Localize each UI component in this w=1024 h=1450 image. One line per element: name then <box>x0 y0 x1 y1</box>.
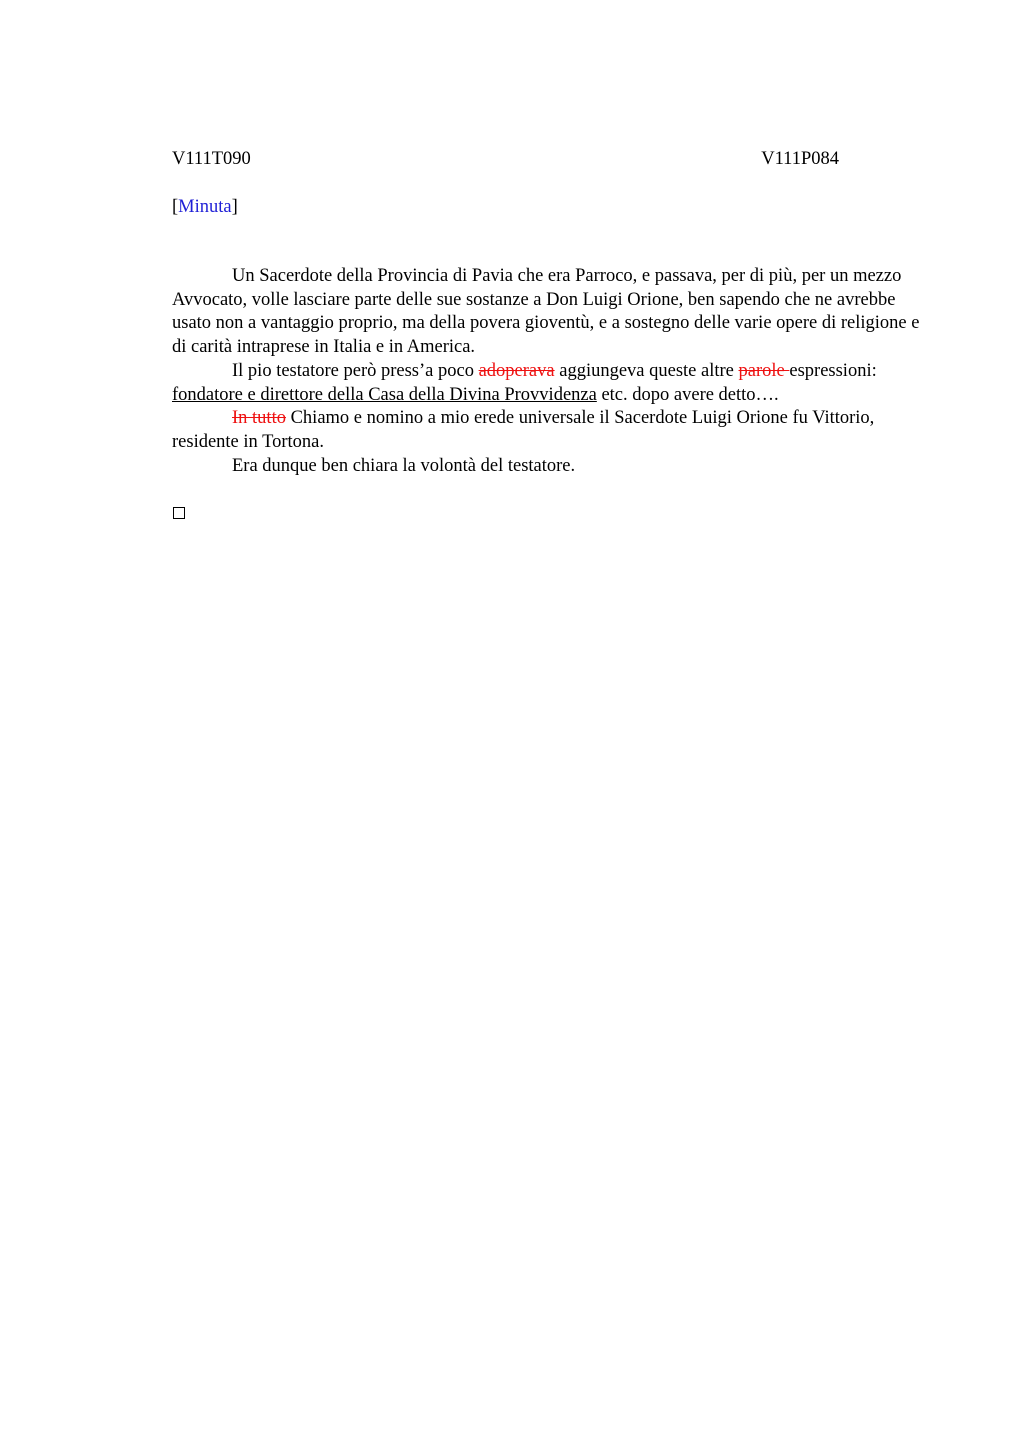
paragraph-3-text: Chiamo e nomino a mio erede universale il Sacerdote Luigi Orione fu Vittorio, residente in Tortona. <box>172 408 875 452</box>
deleted-word-adoperava: adoperava <box>478 360 555 381</box>
document-header <box>172 147 839 171</box>
label-minuta: Minuta <box>178 197 232 217</box>
paragraph-2-text-a: Il pio testatore però press’a poco <box>232 360 479 381</box>
paragraph-2-text-b: aggiungeva queste altre <box>554 360 739 381</box>
paragraph-4: Era dunque ben chiara la volontà del testatore. <box>232 455 576 476</box>
paragraph-3 <box>172 407 924 454</box>
deleted-phrase-in-tutto: In tutto <box>232 408 286 429</box>
document-type-label <box>172 195 238 219</box>
paragraph-2-text-d: etc. dopo avere detto…. <box>596 384 779 405</box>
paragraph-2-text-c: espressioni: <box>789 360 877 381</box>
end-marker-box-icon <box>173 507 185 519</box>
document-code-right: V111P084 <box>761 149 839 169</box>
document-body <box>172 265 924 478</box>
label-close-bracket: ] <box>231 197 238 217</box>
deleted-word-parole: parole <box>738 360 790 381</box>
label-open-bracket: [ <box>172 197 179 217</box>
document-code-left: V111T090 <box>172 149 251 169</box>
paragraph-2 <box>172 360 924 407</box>
paragraph-1: Un Sacerdote della Provincia di Pavia che era Parroco, e passava, per di più, per un mezzo Avvocato, volle lasciare parte delle sue sostanze a Don Luigi Orione, ben sapendo che ne avrebbe usato non a vantaggio proprio, ma della povera gioventù, e a sostegno delle varie opere di religione e di carità intraprese in Italia e in America. <box>172 266 920 358</box>
underlined-title: fondatore e direttore della Casa della Divina Provvidenza <box>172 384 597 405</box>
